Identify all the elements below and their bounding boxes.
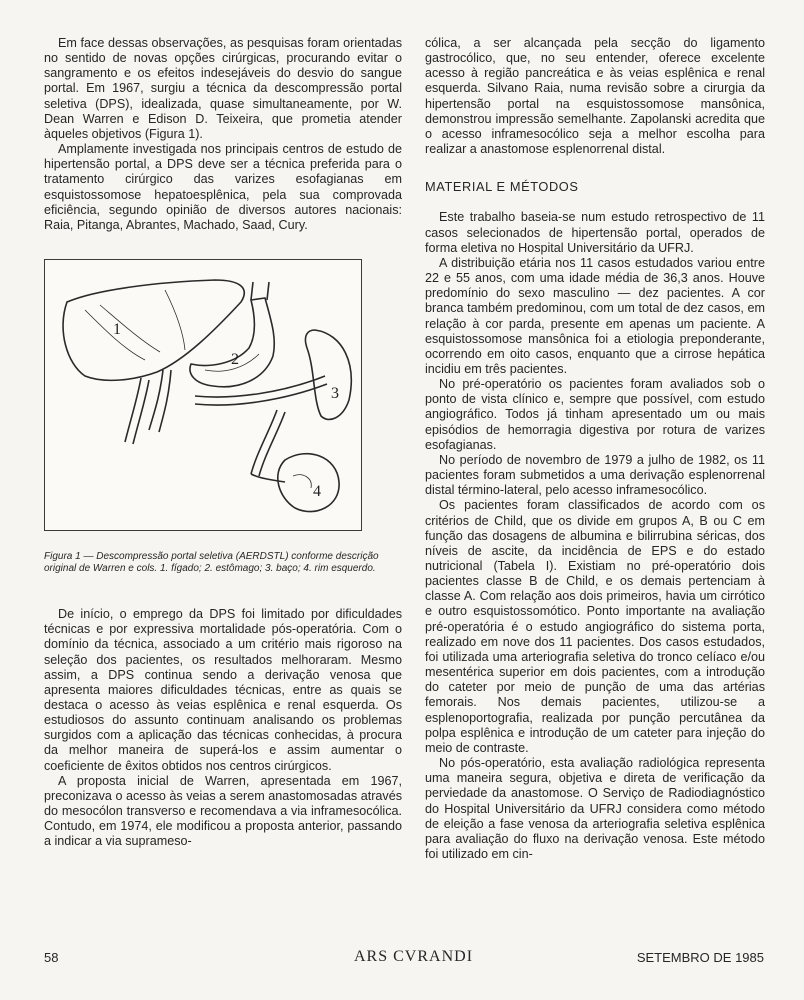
section-heading: MATERIAL E MÉTODOS: [425, 179, 579, 195]
page-footer: [44, 950, 764, 970]
figure-label-3: 3: [331, 385, 339, 403]
paragraph: No período de novembro de 1979 a julho de 1982, os 11 pacientes foram submetidos a uma derivação esplenorrenal distal término-lateral, pelo acesso inframesocólico.: [425, 452, 765, 498]
left-column: [44, 36, 402, 850]
figure-label-1: 1: [113, 321, 121, 339]
figure-label-2: 2: [231, 351, 239, 369]
paragraph: Este trabalho baseia-se num estudo retrospectivo de 11 casos selecionados de hipertensão portal, operados de forma eletiva no Hospital Universitário da UFRJ.: [425, 210, 765, 255]
paragraph: Em face dessas observações, as pesquisas foram orientadas no sentido de novas opções cirúrgicas, procurando evitar o sangramento e os efeitos indesejáveis do desvio do sangue portal. Em 1967, surgiu a técnica da descompressão portal seletiva (DPS), idealizada, quase simultaneamente, por W. Dean Warren e Edison D. Teixeira, que prometia atender àqueles objetivos (Figura 1).: [44, 36, 402, 141]
figure-caption: Figura 1 — Descompressão portal seletiva (AERDSTL) conforme descrição original de Warren e cols. 1. fígado; 2. estômago; 3. baço; 4. rim esquerdo.: [44, 551, 379, 575]
paragraph: A distribuição etária nos 11 casos estudados variou entre 22 e 55 anos, com uma idade média de 36,3 anos. Houve predomínio do sexo masculino — dez pacientes. A cor branca também predominou, com um total de dez casos, em relação à cor parda, presente em apenas um paciente. A esquistossomose mansônica foi a etiologia preponderante, ocorrendo em oito casos, enquanto que a cirrose hepática incidiu em três pacientes.: [425, 255, 765, 376]
paragraph: Amplamente investigada nos principais centros de estudo de hipertensão portal, a DPS deve ser a técnica preferida para o tratamento cirúrgico das varizes esofagianas em esquistossomose hepatoesplênica, pela sua comprovada eficiência, segundo opinião de diversos autores nacionais: Raia, Pitanga, Abrantes, Machado, Saad, Cury.: [44, 142, 402, 232]
figure-label-4: 4: [313, 483, 321, 501]
paragraph: cólica, a ser alcançada pela secção do ligamento gastrocólico, que, no seu entender, oferece excelente acesso à região pancreática e às veias esplênica e renal esquerda. Silvano Raia, numa revisão sobre a cirurgia da hipertensão portal na esquistossomose mansônica, demonstrou impressão semelhante. Zapolanski acredita que o acesso inframesocólico seja a melhor escolha para realizar a anastomose esplenorrenal distal.: [425, 36, 765, 157]
paragraph: A proposta inicial de Warren, apresentada em 1967, preconizava o acesso às veias a serem anastomosadas através do mesocólon transverso e recomendava a via inframesocólica. Contudo, em 1974, ele modificou a proposta anterior, passando a indicar a via suprameso-: [44, 773, 402, 849]
paragraph: No pós-operatório, esta avaliação radiológica representa uma maneira segura, objetiva e direta de verificação da perviedade da anastomose. O Serviço de Radiodiagnóstico do Hospital Universitário da UFRJ considera como método de eleição a fase venosa da arteriografia seletiva esplênica para avaliação do fluxo na derivação venosa. Este método foi utilizado em cin-: [425, 756, 765, 861]
page-number: 58: [44, 950, 59, 965]
paragraph: No pré-operatório os pacientes foram avaliados sob o ponto de vista clínico e, sempre que possível, com estudo angiográfico. Todos já tinham apresentado um ou mais episódios de hemorragia digestiva por rotura de varizes esofagianas.: [425, 377, 765, 452]
figure-1-illustration: [44, 259, 362, 531]
anatomy-drawing: [45, 260, 361, 530]
paragraph: De início, o emprego da DPS foi limitado por dificuldades técnicas e por expressiva mortalidade pós-operatória. Com o domínio da técnica, associado a um critério mais rigoroso na seleção dos pacientes, os resultados melhoraram. Mesmo assim, a DPS continua sendo a derivação venosa que apresenta maiores dificuldades técnicas, entre as quais se destaca o acesso às veias esplênica e renal esquerda. Os estudiosos do assunto continuam analisando os problemas surgidos com a aplicação das técnicas conhecidas, à procura da melhor maneira de superá-los e assim aumentar o coeficiente de êxitos obtidos nos centros cirúrgicos.: [44, 607, 402, 773]
paragraph: Os pacientes foram classificados de acordo com os critérios de Child, que os divide em grupos A, B ou C em função das dosagens de albumina e bilirrubina séricas, dos níveis de ascite, da incidência de EPS e do estado nutricional (Tabela I). Existiam no pré-operatório dois pacientes classe B de Child, e os demais pertenciam à classe A. Com relação aos dois primeiros, havia um cirrótico e outro esquistossomótico. Ponto importante na avaliação pré-operatória é o estudo angiográfico do sistema porta, realizado em nove dos 11 pacientes. Dos casos estudados, foi utilizada uma arteriografia seletiva do tronco celíaco e/ou mesentérica superior em dois pacientes, com a introdução do cateter por meio de punção de uma das artérias femorais. Nos demais pacientes, utilizou-se a esplenoportografia, realizada por punção percutânea da polpa esplênica e introdução de um cateter para injeção do meio de contraste.: [425, 498, 765, 755]
journal-title: ARS CVRANDI: [354, 948, 474, 965]
issue-date: SETEMBRO DE 1985: [636, 950, 764, 965]
right-column: [425, 36, 765, 862]
